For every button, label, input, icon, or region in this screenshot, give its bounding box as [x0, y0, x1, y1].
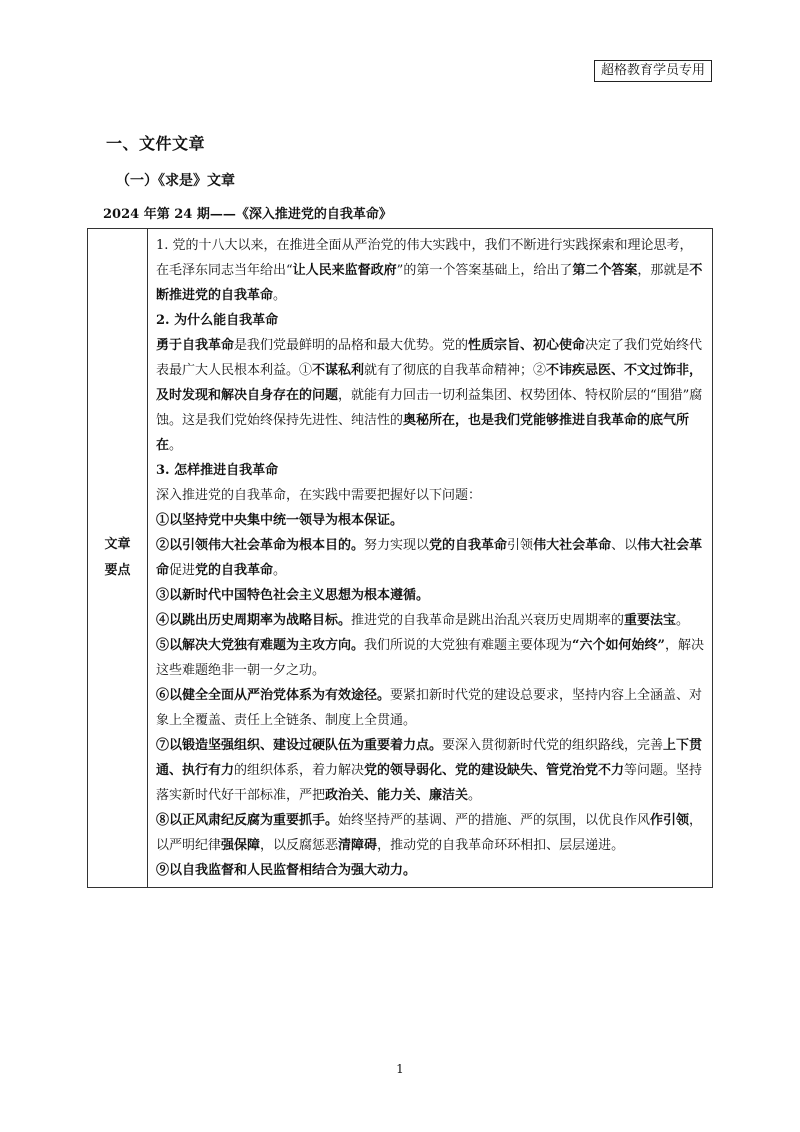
article-points-cell — [148, 229, 713, 888]
page-number: 1 — [396, 1062, 404, 1076]
paragraph-how-intro: 深入推进党的自我革命，在实践中需要把握好以下问题： — [156, 488, 482, 503]
list-item: ⑦以锻造坚强组织、建设过硬队伍为重要着力点。要深入贯彻新时代党的组织路线，完善上下贯通、执行有力的组织体系，着力解决党的领导弱化、党的建设缺失、管党治党不力等问题。坚持落实新时代好干部标准，严把政治关、能力关、廉洁关。 — [156, 738, 703, 803]
heading-how: 3. 怎样推进自我革命 — [156, 463, 279, 478]
list-item: ①以坚持党中央集中统一领导为根本保证。 — [156, 513, 404, 528]
section-title: 一、文件文章 — [106, 134, 206, 153]
row-label-line2: 要点 — [104, 563, 131, 578]
article-points-table — [87, 228, 713, 888]
paragraph-intro: 1. 党的十八大以来，在推进全面从严治党的伟大实践中，我们不断进行实践探索和理论思考，在毛泽东同志当年给出“让人民来监督政府”的第一个答案基础上，给出了第二个答案，那就是不断推进党的自我革命。 — [156, 238, 703, 303]
row-label-line1: 文章 — [104, 537, 131, 552]
table-row — [88, 229, 713, 888]
paragraph-why: 勇于自我革命是我们党最鲜明的品格和最大优势。党的性质宗旨、初心使命决定了我们党始终代表最广大人民根本利益。①不谋私利就有了彻底的自我革命精神；②不讳疾忌医、不文过饰非，及时发现和解决自身存在的问题，就能有力回击一切利益集团、权势团体、特权阶层的“围猎”腐蚀。这是我们党始终保持先进性、纯洁性的奥秘所在，也是我们党能够推进自我革命的底气所在。 — [156, 338, 703, 453]
row-label-cell — [88, 229, 148, 888]
list-item: ⑧以正风肃纪反腐为重要抓手。始终坚持严的基调、严的措施、严的氛围，以优良作风作引领，以严明纪律强保障，以反腐惩恶清障碍，推动党的自我革命环环相扣、层层递进。 — [156, 813, 703, 853]
list-item: ⑤以解决大党独有难题为主攻方向。我们所说的大党独有难题主要体现为“六个如何始终”，解决这些难题绝非一朝一夕之功。 — [156, 638, 705, 678]
member-only-badge: 超格教育学员专用 — [594, 60, 712, 82]
heading-why: 2. 为什么能自我革命 — [156, 313, 279, 328]
subsection-title: （一）《求是》文章 — [116, 173, 235, 189]
list-item: ⑨以自我监督和人民监督相结合为强大动力。 — [156, 863, 417, 878]
list-item: ③以新时代中国特色社会主义思想为根本遵循。 — [156, 588, 430, 603]
issue-title: 2024 年第 24 期——《深入推进党的自我革命》 — [103, 207, 392, 222]
list-item: ②以引领伟大社会革命为根本目的。努力实现以党的自我革命引领伟大社会革命、以伟大社会革命促进党的自我革命。 — [156, 538, 703, 578]
list-item: ④以跳出历史周期率为战略目标。推进党的自我革命是跳出治乱兴衰历史周期率的重要法宝。 — [156, 613, 690, 628]
list-item: ⑥以健全全面从严治党体系为有效途径。要紧扣新时代党的建设总要求，坚持内容上全涵盖、对象上全覆盖、责任上全链条、制度上全贯通。 — [156, 688, 703, 728]
